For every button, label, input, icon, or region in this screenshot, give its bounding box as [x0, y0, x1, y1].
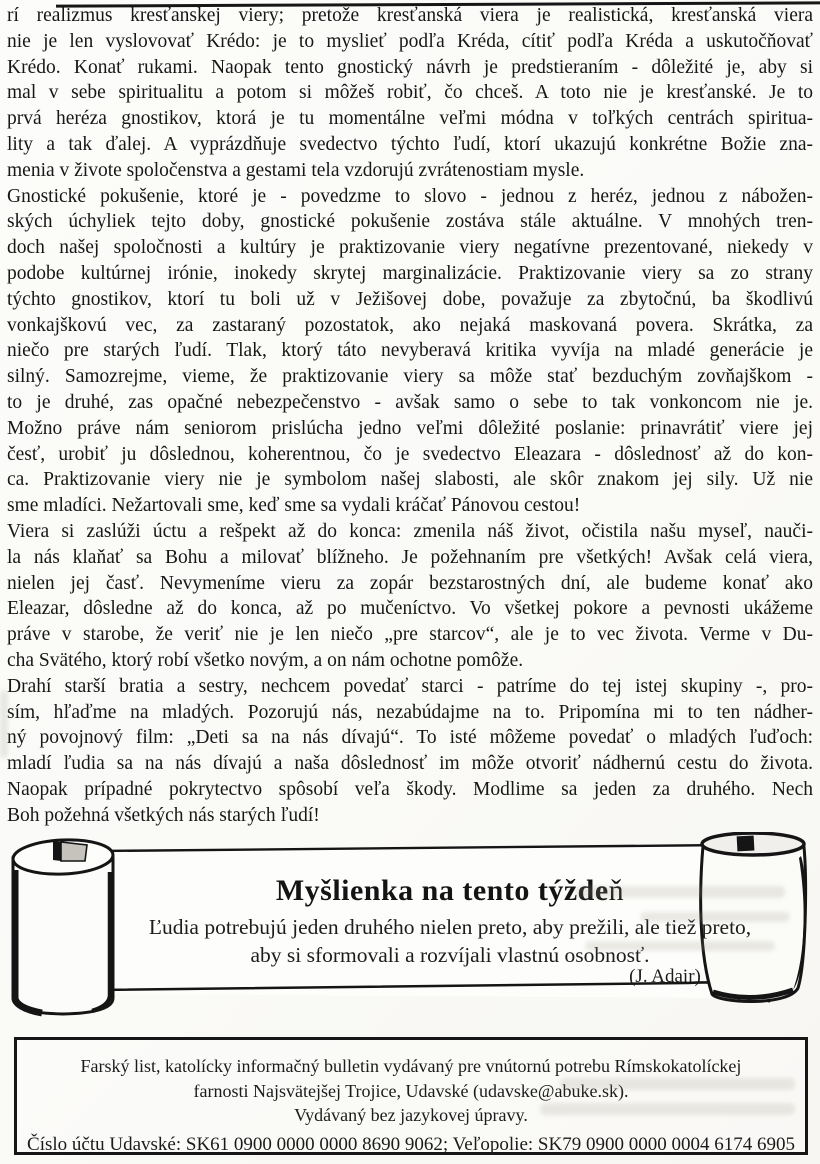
text-line: mladí ľudia sa na nás dívajú a naša dôslednosť im môže otvoriť nádhernú cestu do života.	[7, 753, 813, 775]
text-line: ských úchyliek tejto doby, gnostické pokušenie zostáva stále aktuálne. V mnohých tren-	[7, 211, 813, 233]
footer-account-line: Číslo účtu Udavské: SK61 0900 0000 0000 8690 9062; Veľopolie: SK79 0900 0000 0004 6174 6905	[27, 1133, 795, 1155]
footer-line: Vydávaný bez jazykovej úpravy.	[294, 1105, 528, 1125]
text-line: to je druhé, zas opačné nebezpečenstvo - avšak samo o sebe to tak vonkoncom nie je.	[7, 391, 813, 413]
text-line: práve v starobe, že veriť nie je len niečo „pre starcov“, ale je to vec života. Verme v Du-	[7, 624, 813, 646]
text-line: ný povojnový film: „Deti sa na nás dívajú“. To isté môžeme povedať o mladých ľuďoch:	[7, 727, 813, 749]
text-line: prvá heréza gnostikov, ktorá je tu momentálne veľmi módna v toľkých centrách spiritua-	[7, 108, 813, 130]
text-line: Boh požehná všetkých nás starých ľudí!	[7, 804, 320, 826]
scroll-title-text: Myšlienka na tento týžde	[275, 874, 609, 907]
footer-line: Farský list, katolícky informačný bulletin vydávaný pre vnútornú potrebu Rímskokatolíckej	[80, 1056, 742, 1076]
text-line: silný. Samozrejme, vieme, že praktizovanie viery sa môže stať bezduchým zovňajškom -	[7, 366, 813, 388]
text-line: la nás klaňať sa Bohu a milovať blížneho. Je požehnaním pre všetkých! Avšak celá viera,	[7, 546, 813, 568]
scan-smudge	[575, 886, 785, 898]
text-line: vonkajškovú vec, za zastaraný pozostatok, ako nejaká maskovaná povera. Skrátka, za	[7, 314, 813, 336]
text-line: cha Svätého, ktorý robí všetko novým, a on nám ochotne pomôže.	[7, 649, 524, 671]
footer-box	[14, 1037, 808, 1155]
text-line: rí realizmus kresťanskej viery; pretože kresťanská viera je realistická, kresťanská viera	[7, 5, 813, 26]
text-line: sme mladíci. Nežartovali sme, keď sme sa vydali kráčať Pánovou cestou!	[7, 495, 581, 517]
text-line: nie je len vyslovovať Krédo: je to myslieť podľa Kréda, cítiť podľa Kréda a uskutočňovať	[7, 30, 813, 52]
text-line: nielen jej časť. Nevymeníme vieru za zopár bezstarostných dní, ale budeme konať ako	[7, 572, 813, 594]
text-line: doch našej spoločnosti a kultúry je praktizovanie viery negatívne prezentované, niekedy v	[7, 237, 813, 259]
scan-smudge	[540, 1103, 795, 1115]
text-line: lity a tak ďalej. A vyprázdňuje svedectvo týchto ľudí, ktorí ukazujú konkrétne Božie zna-	[7, 133, 813, 155]
scan-smudge	[640, 912, 790, 922]
scroll-title-suffix: ň	[608, 874, 625, 907]
scroll-quote-line: aby si sformovali a rozvíjali vlastnú osobnosť.	[250, 942, 650, 967]
text-line: Naopak prípadné pokrytectvo spôsobí veľa škody. Modlime sa jeden za druhého. Nech	[7, 778, 813, 800]
text-line: podobe kultúrnej irónie, inokedy skrytej marginalizácie. Praktizovanie viery sa zo strany	[7, 262, 813, 284]
text-line: sím, hľaďme na mladých. Pozorujú nás, nezabúdajme na to. Pripomína mi to ten nádher-	[7, 701, 813, 723]
text-line: týchto gnostikov, ktorí tu boli už v Ježišovej dobe, považuje za zbytočnú, ba škodlivú	[7, 288, 813, 310]
text-line: Možno práve nám seniorom prislúcha jedno veľmi dôležité poslanie: prinavrátiť viere jej	[7, 417, 813, 439]
text-line: mal v sebe spiritualitu a potom si môžeš robiť, čo chceš. A toto nie je kresťanské. Je to	[7, 82, 813, 104]
footer-line: farnosti Najsvätejšej Trojice, Udavské (udavske@abuke.sk).	[193, 1080, 629, 1101]
text-line: Eleazar, dôsledne až do konca, až po mučeníctvo. Vo všetkej pokore a pevnosti ukážeme	[7, 598, 813, 620]
text-line: menia v živote spoločenstva a gestami tela vzdorujú zvrátenostiam mysle.	[7, 159, 585, 181]
scan-smudge	[0, 690, 8, 758]
text-line: niečo pre starých ľudí. Tlak, ktorý táto nevyberavá kritika vyvíja na mladé generácie je	[7, 340, 813, 362]
scroll-banner	[0, 832, 820, 1028]
text-line: Krédo. Konať rukami. Naopak tento gnostický návrh je predstieraním - dôležité je, aby si	[7, 56, 813, 78]
text-line: Drahí starší bratia a sestry, nechcem povedať starci - patríme do tej istej skupiny -, pro-	[7, 675, 813, 697]
scan-smudge	[560, 1078, 795, 1090]
text-line: česť, urobiť ju dôslednou, koherentnou, čo je svedectvo Eleazara - dôslednosť až do kon-	[7, 443, 813, 465]
article	[7, 3, 813, 829]
scroll-quote-line: Ľudia potrebujú jeden druhého nielen preto, aby prežili, ale tiež preto,	[148, 915, 752, 939]
text-line: Gnostické pokušenie, ktoré je - povedzme to slovo - jednou z heréz, jednou z nábožen-	[7, 185, 813, 207]
scroll-right-roll-notch	[737, 836, 755, 852]
footer-lines	[17, 1054, 805, 1128]
text-line: Viera si zaslúži úctu a rešpekt až do konca: zmenila náš život, očistila našu myseľ, nauči-	[7, 520, 813, 542]
scan-smudge	[585, 941, 775, 951]
scroll-attribution: (J. Adair)	[629, 966, 701, 987]
scroll-left-roll	[12, 838, 113, 1014]
scroll-left-roll-notch	[53, 841, 61, 861]
text-line: ca. Praktizovanie viery nie je symbolom našej slabosti, ale skôr znakom jej sily. Už nie	[7, 469, 813, 491]
